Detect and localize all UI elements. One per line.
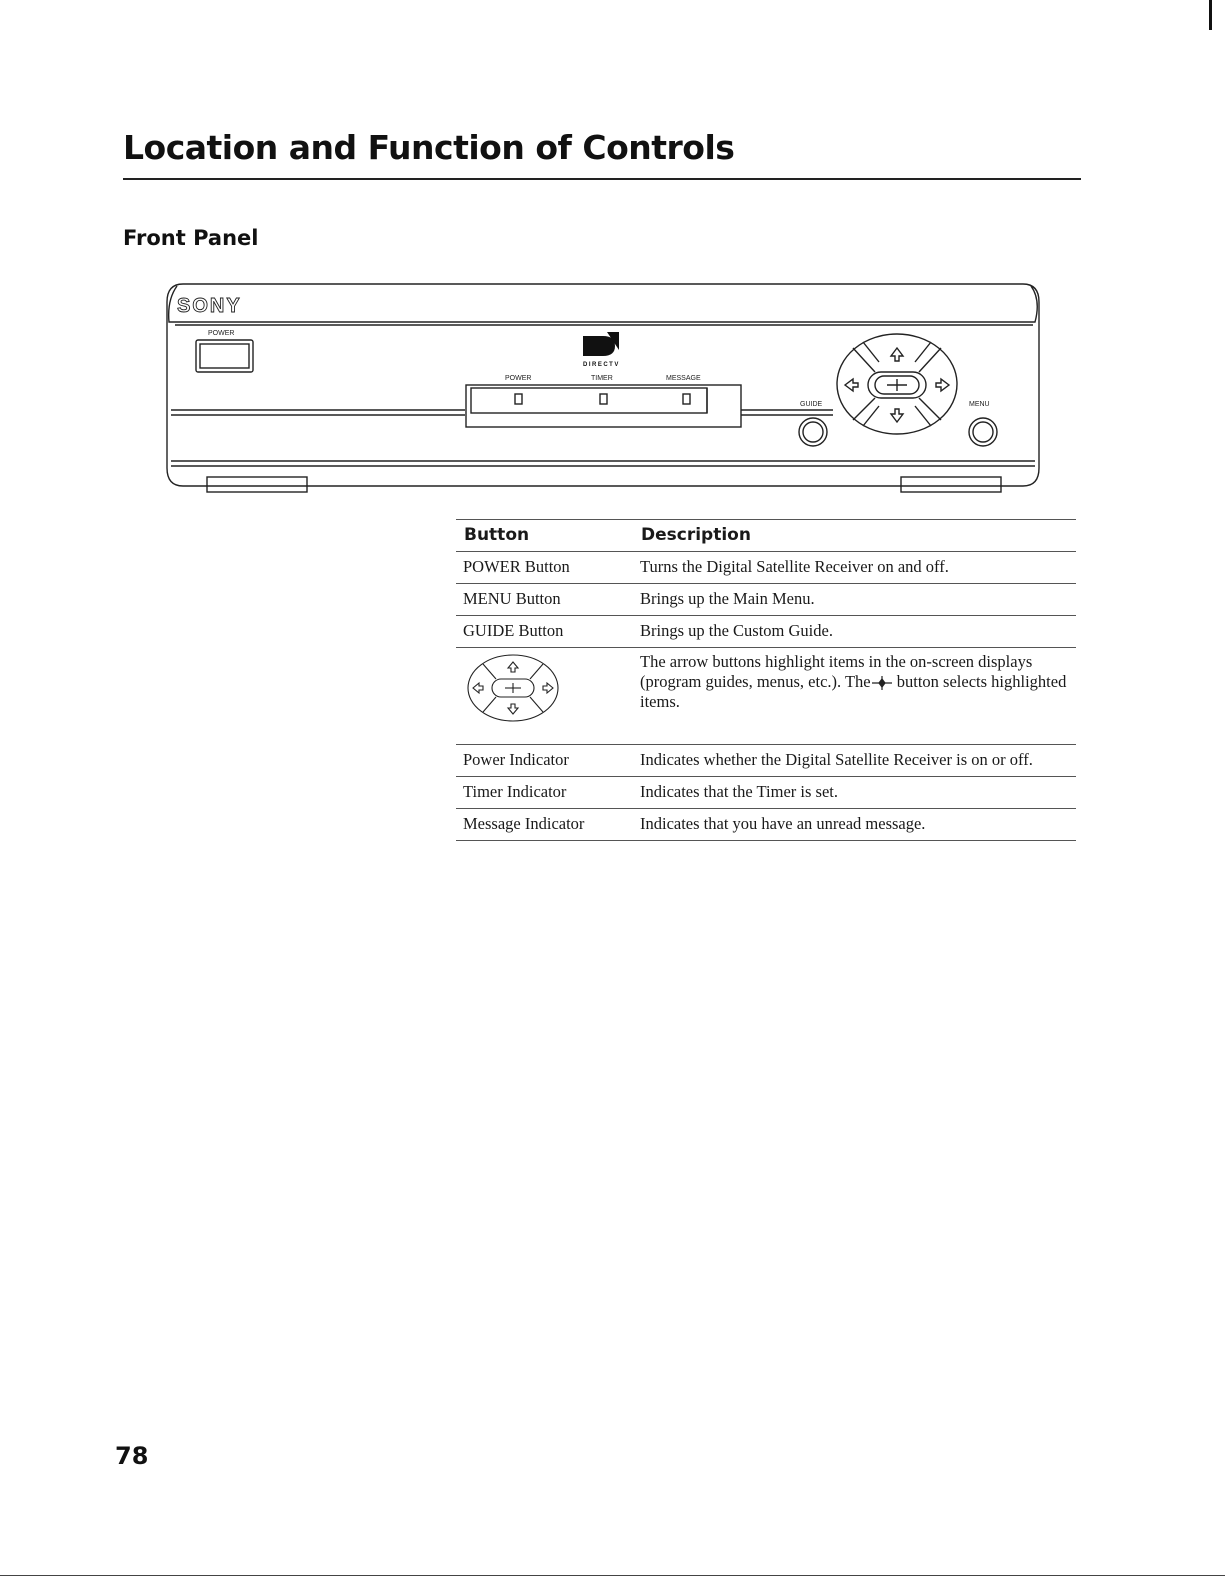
joystick-description-start: The arrow buttons highlight items in the on-screen displays (program guides, menus, etc.). The xyxy=(640,652,1033,691)
description-cell xyxy=(633,648,1076,745)
button-cell: POWER Button xyxy=(456,552,633,584)
button-cell xyxy=(456,648,633,745)
directv-logo-text: DIRECTV xyxy=(583,362,620,368)
header-description: Description xyxy=(633,520,1076,552)
table-row xyxy=(456,584,1076,616)
header-button: Button xyxy=(456,520,633,552)
controls-table xyxy=(456,519,1076,841)
title-rule xyxy=(123,178,1081,180)
scan-edge-mark xyxy=(1209,0,1212,30)
joystick-pad-shape xyxy=(837,334,957,434)
page-title: Location and Function of Controls xyxy=(123,128,735,167)
directv-logo-icon xyxy=(583,332,619,356)
message-indicator-led xyxy=(683,394,690,404)
timer-indicator-led xyxy=(600,394,607,404)
description-cell: Indicates whether the Digital Satellite Receiver is on or off. xyxy=(633,745,1076,777)
timer-indicator-label: TIMER xyxy=(591,375,613,382)
section-title: Front Panel xyxy=(123,226,259,250)
left-foot xyxy=(207,477,307,492)
table-row xyxy=(456,809,1076,841)
menu-button-label: MENU xyxy=(969,401,990,408)
table-header-row xyxy=(456,520,1076,552)
button-cell: GUIDE Button xyxy=(456,616,633,648)
enter-button-icon xyxy=(871,675,893,691)
table-row xyxy=(456,552,1076,584)
joystick-description-end: button selects highlighted items. xyxy=(640,672,1067,711)
receiver-top-edge xyxy=(169,286,1038,322)
description-cell: Indicates that the Timer is set. xyxy=(633,777,1076,809)
front-panel-illustration xyxy=(163,270,1048,505)
front-panel-svg xyxy=(163,270,1048,500)
scan-bottom-rule xyxy=(0,1575,1225,1576)
description-cell: Brings up the Main Menu. xyxy=(633,584,1076,616)
indicator-window xyxy=(466,385,741,427)
page-number: 78 xyxy=(115,1442,149,1470)
button-cell: Timer Indicator xyxy=(456,777,633,809)
table-row xyxy=(456,777,1076,809)
button-cell: MENU Button xyxy=(456,584,633,616)
table-row xyxy=(456,745,1076,777)
power-button-shape xyxy=(196,340,253,372)
power-indicator-label: POWER xyxy=(505,375,532,382)
description-cell: Turns the Digital Satellite Receiver on and off. xyxy=(633,552,1076,584)
table-row xyxy=(456,648,1076,745)
message-indicator-label: MESSAGE xyxy=(666,375,701,382)
right-foot xyxy=(901,477,1001,492)
power-indicator-led xyxy=(515,394,522,404)
power-button-label: POWER xyxy=(208,330,235,337)
button-cell: Message Indicator xyxy=(456,809,633,841)
button-cell: Power Indicator xyxy=(456,745,633,777)
table-row xyxy=(456,616,1076,648)
guide-button-label: GUIDE xyxy=(800,401,823,408)
description-cell: Brings up the Custom Guide. xyxy=(633,616,1076,648)
sony-logo: SONY xyxy=(177,295,242,317)
joystick-pad-icon xyxy=(463,652,563,724)
description-cell: Indicates that you have an unread message. xyxy=(633,809,1076,841)
